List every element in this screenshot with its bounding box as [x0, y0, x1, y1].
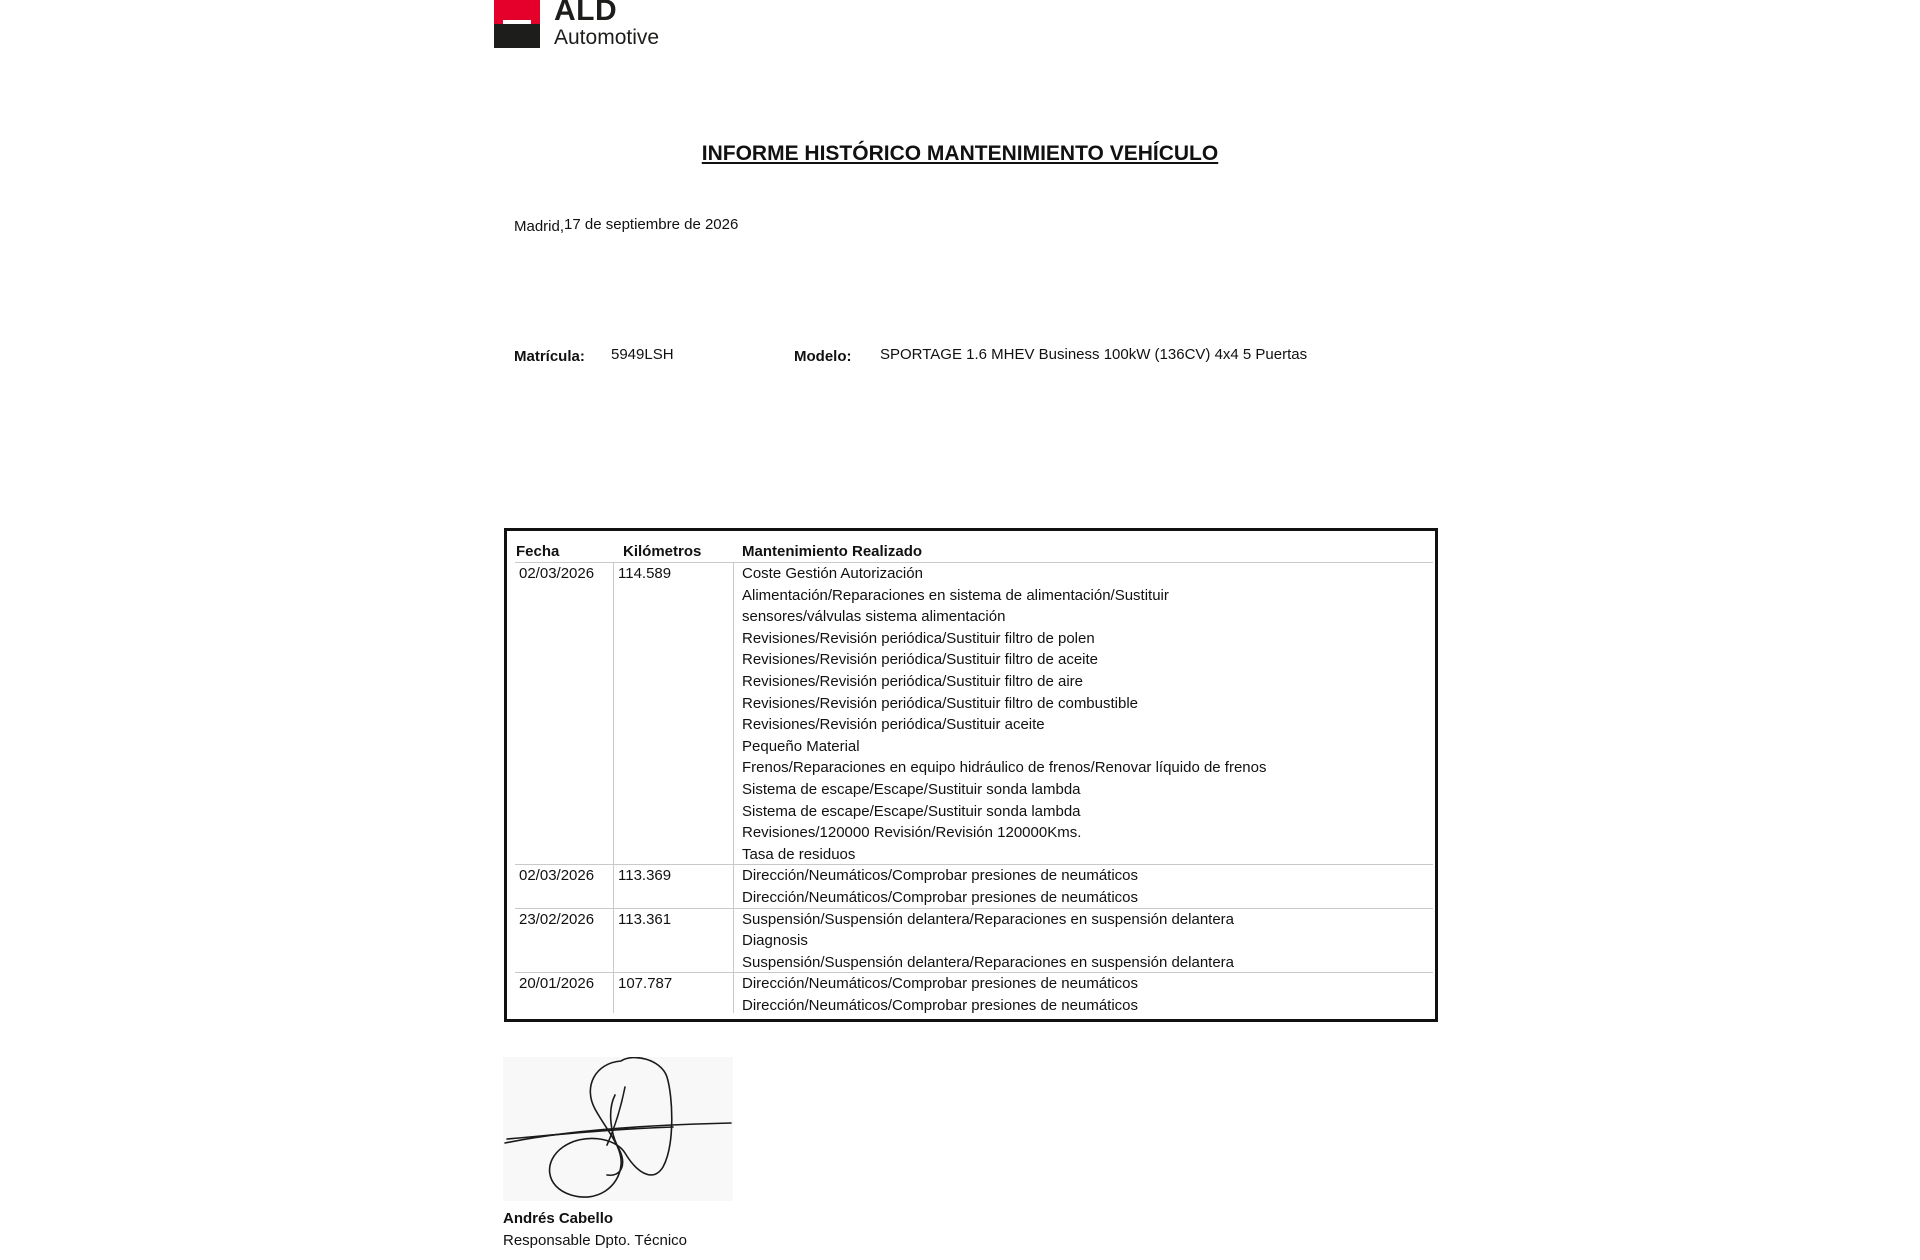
- maintenance-item: Revisiones/Revisión periódica/Sustituir filtro de combustible: [742, 694, 1139, 712]
- maintenance-item: Coste Gestión Autorización: [742, 565, 923, 582]
- maintenance-item: Dirección/Neumáticos/Comprobar presiones de neumáticos: [742, 975, 1139, 993]
- maintenance-item: Revisiones/Revisión periódica/Sustituir aceite: [742, 716, 1045, 734]
- plate-label: Matrícula:: [514, 348, 585, 365]
- signer-role: Responsable Dpto. Técnico: [503, 1232, 687, 1249]
- maintenance-item: Alimentación/Reparaciones en sistema de alimentación/Sustituir: [742, 586, 1169, 604]
- maintenance-item: Tasa de residuos: [742, 845, 856, 863]
- header-date: Fecha: [516, 543, 560, 560]
- handwritten-signature: [503, 1057, 733, 1201]
- row-maintenance-items: [742, 973, 1138, 1016]
- row-km: 107.787: [618, 975, 673, 993]
- logo-brand: ALD: [554, 0, 618, 27]
- row-maintenance-items: [742, 909, 1234, 974]
- maintenance-item: sensores/válvulas sistema alimentación: [742, 608, 1006, 626]
- maintenance-item: Revisiones/Revisión periódica/Sustituir filtro de aceite: [742, 651, 1099, 669]
- city-label: Madrid,: [514, 218, 565, 235]
- maintenance-item: Revisiones/Revisión periódica/Sustituir filtro de polen: [742, 629, 1095, 647]
- signer-name: Andrés Cabello: [503, 1210, 614, 1227]
- maintenance-item: Diagnosis: [742, 932, 808, 950]
- dateline: [514, 216, 738, 233]
- header-maintenance: Mantenimiento Realizado: [742, 543, 923, 560]
- row-km: 114.589: [618, 565, 672, 582]
- row-date: 02/03/2026: [519, 565, 595, 582]
- row-maintenance-items: [742, 563, 1267, 865]
- logo-mark-icon: [494, 0, 540, 48]
- maintenance-item: Revisiones/120000 Revisión/Revisión 120000Kms.: [742, 824, 1082, 842]
- row-km: 113.369: [618, 867, 672, 885]
- maintenance-item: Pequeño Material: [742, 737, 860, 755]
- report-date: 17 de septiembre de 2026: [564, 216, 739, 233]
- maintenance-item: Frenos/Reparaciones en equipo hidráulico de frenos/Renovar líquido de frenos: [742, 759, 1267, 777]
- row-km: 113.361: [618, 910, 672, 928]
- maintenance-item: Revisiones/Revisión periódica/Sustituir filtro de aire: [742, 672, 1083, 690]
- row-date: 20/01/2026: [519, 975, 595, 993]
- maintenance-item: Dirección/Neumáticos/Comprobar presiones de neumáticos: [742, 888, 1139, 906]
- row-date: 23/02/2026: [519, 910, 595, 928]
- maintenance-item: Sistema de escape/Escape/Sustituir sonda lambda: [742, 780, 1081, 798]
- column-divider-1: [613, 563, 614, 1013]
- maintenance-item: Dirección/Neumáticos/Comprobar presiones de neumáticos: [742, 996, 1139, 1014]
- maintenance-item: Suspensión/Suspensión delantera/Reparaciones en suspensión delantera: [742, 910, 1235, 928]
- maintenance-item: Sistema de escape/Escape/Sustituir sonda lambda: [742, 802, 1081, 820]
- ald-automotive-logo: [494, 0, 672, 52]
- column-divider-2: [733, 563, 734, 1013]
- row-maintenance-items: [742, 865, 1138, 908]
- plate-value: 5949LSH: [611, 346, 674, 363]
- header-km: Kilómetros: [623, 543, 702, 560]
- logo-subtitle: Automotive: [554, 26, 660, 49]
- maintenance-table: [504, 528, 1438, 1022]
- maintenance-item: Dirección/Neumáticos/Comprobar presiones de neumáticos: [742, 867, 1139, 885]
- row-date: 02/03/2026: [519, 867, 595, 885]
- model-value: SPORTAGE 1.6 MHEV Business 100kW (136CV) 4x4 5 Puertas: [880, 346, 1308, 363]
- model-label: Modelo:: [794, 348, 852, 365]
- maintenance-item: Suspensión/Suspensión delantera/Reparaciones en suspensión delantera: [742, 953, 1235, 971]
- report-title: INFORME HISTÓRICO MANTENIMIENTO VEHÍCULO: [701, 142, 1219, 165]
